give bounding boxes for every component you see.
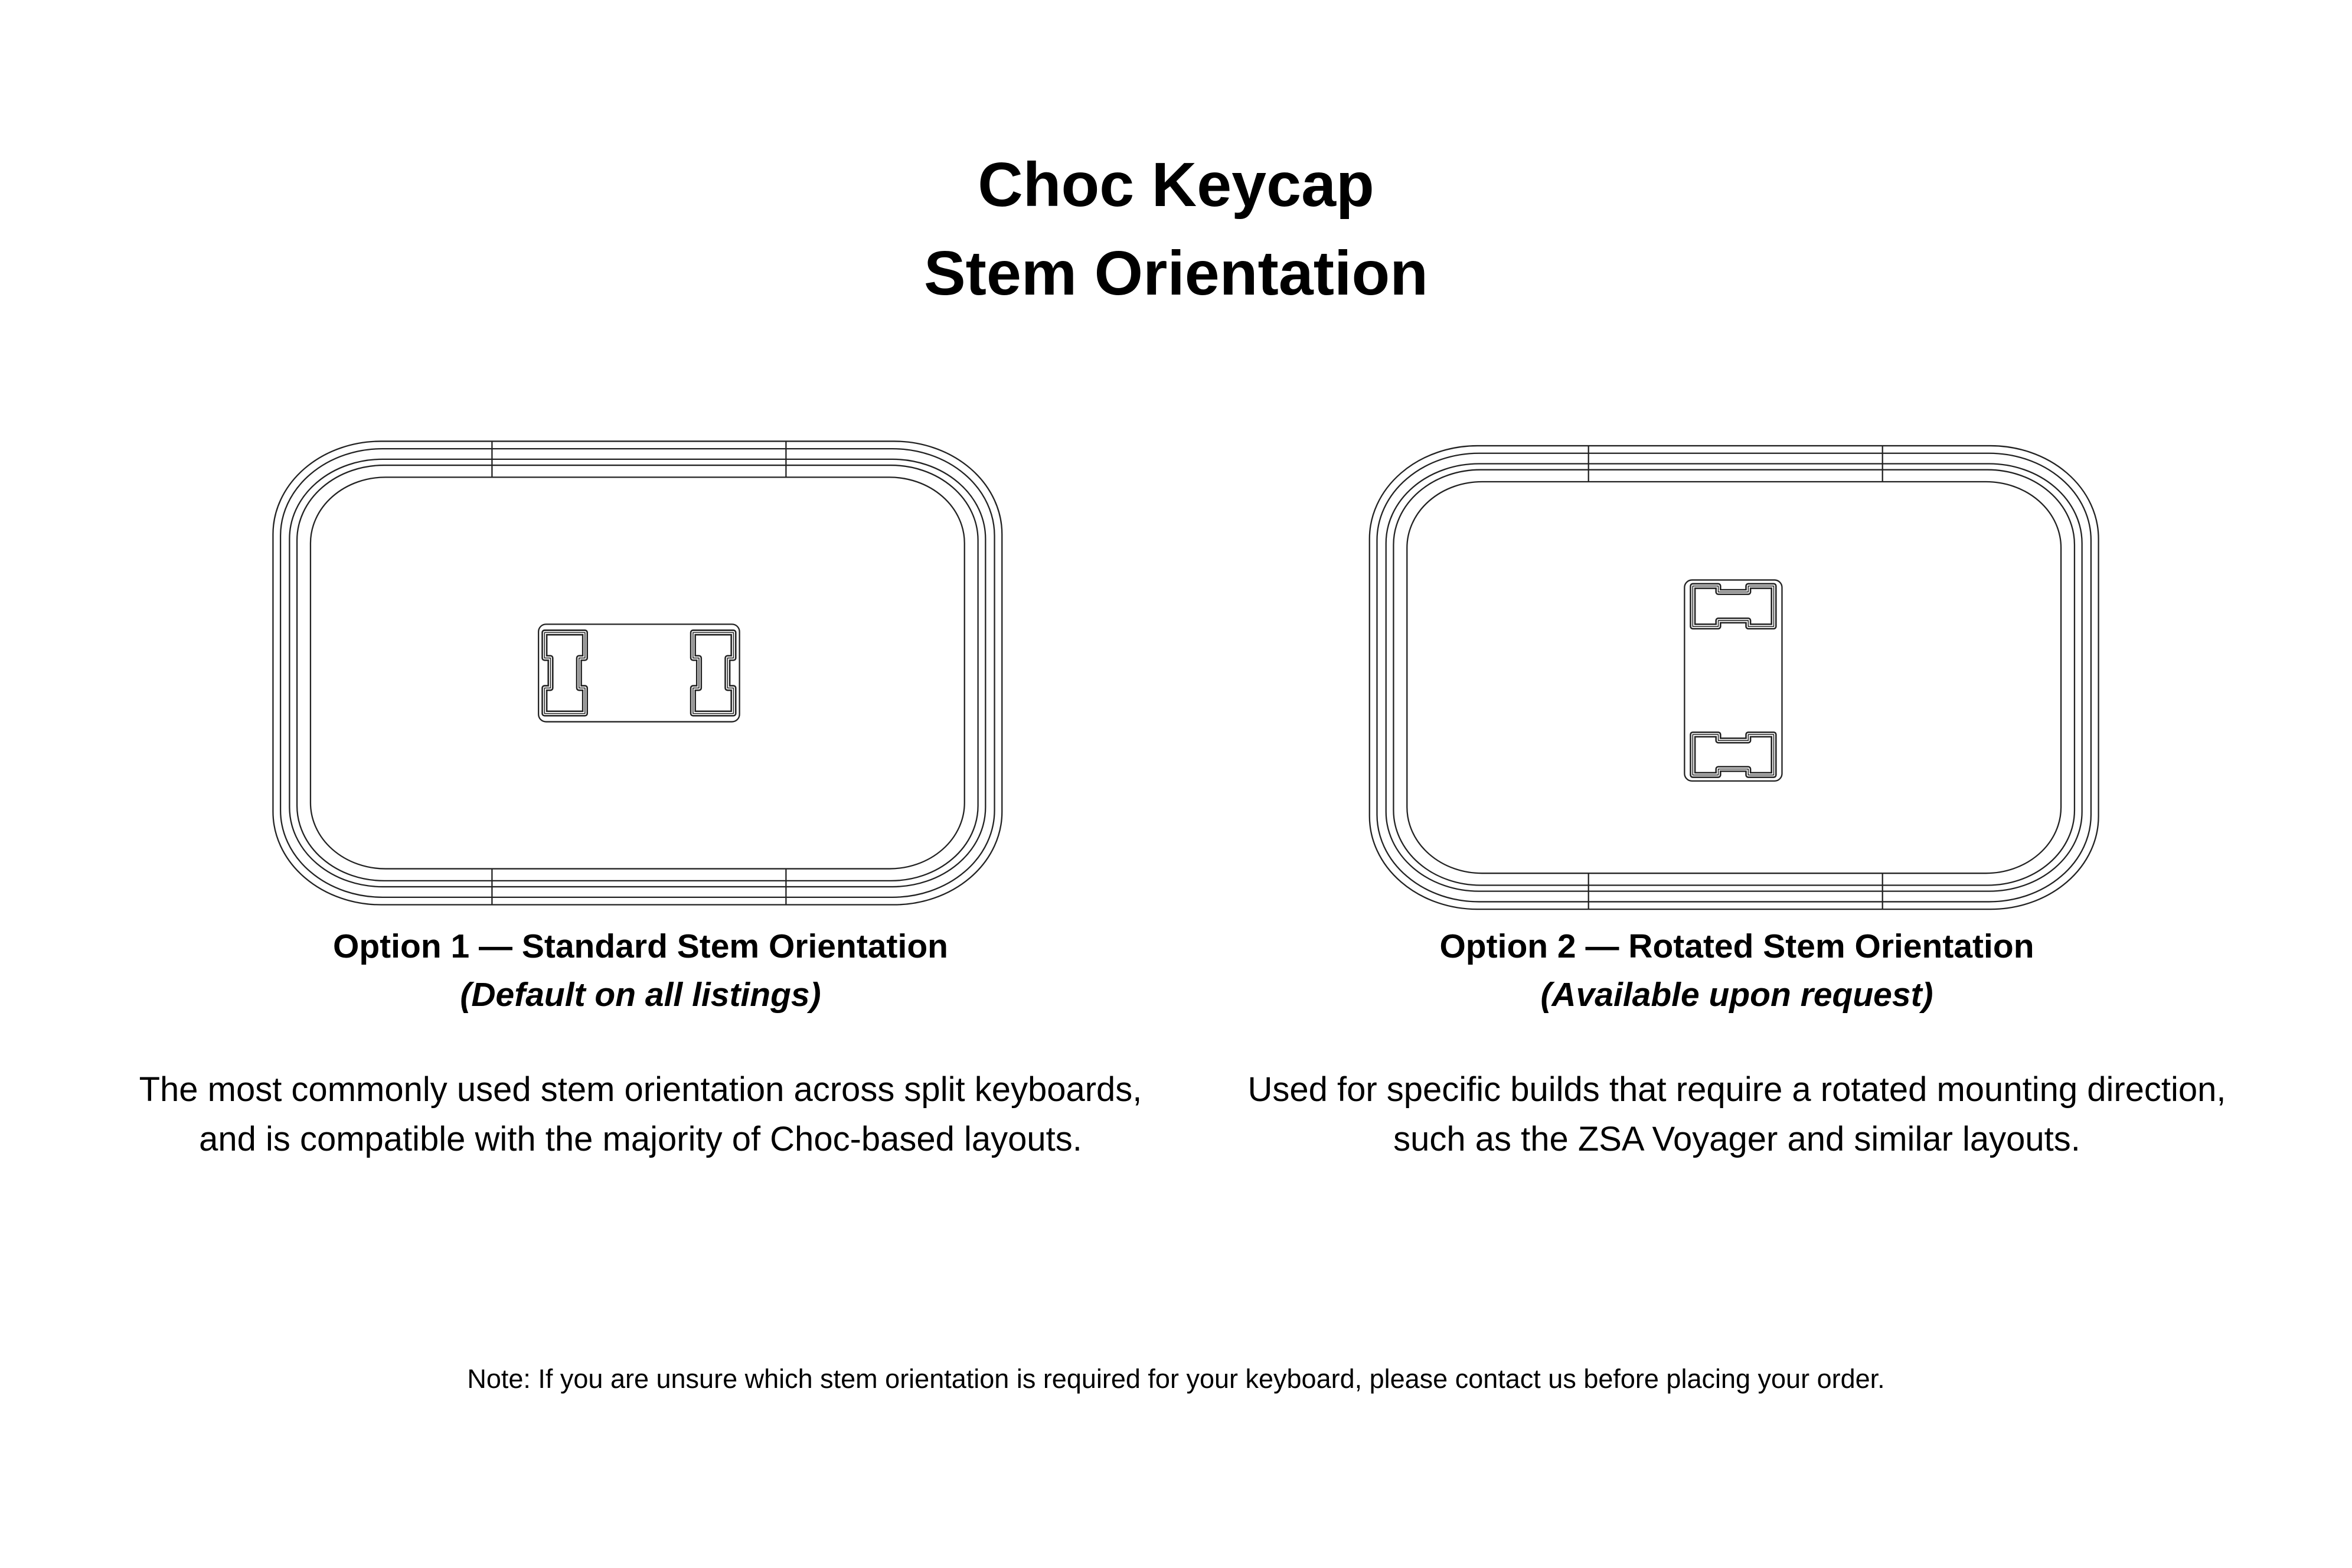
option-1-heading: Option 1 — Standard Stem Orientation	[333, 927, 948, 965]
keycap-rotated-orientation	[1370, 446, 2099, 909]
keycap-standard-orientation	[273, 441, 1002, 904]
stem-standard	[538, 624, 739, 721]
page-title-line2: Stem Orientation	[923, 239, 1428, 308]
footer-note: Note: If you are unsure which stem orientation is required for your keyboard, please contact us before placing your order.	[467, 1364, 1885, 1394]
option-2-description: Used for specific builds that require a rotated mounting direction, such as the ZSA Voyager and similar layouts.	[1247, 1070, 2226, 1158]
stem-rotated	[1684, 580, 1782, 780]
option-1-description: The most commonly used stem orientation across split keyboards, and is compatible with the majority of Choc-based layouts.	[139, 1070, 1142, 1158]
option-2	[1235, 922, 2239, 1164]
option-2-subheading: (Available upon request)	[1540, 976, 1933, 1014]
page-title-line1: Choc Keycap	[978, 150, 1374, 220]
option-2-heading: Option 2 — Rotated Stem Orientation	[1439, 927, 2034, 965]
option-1-subheading: (Default on all listings)	[460, 976, 821, 1014]
option-1	[139, 922, 1142, 1164]
